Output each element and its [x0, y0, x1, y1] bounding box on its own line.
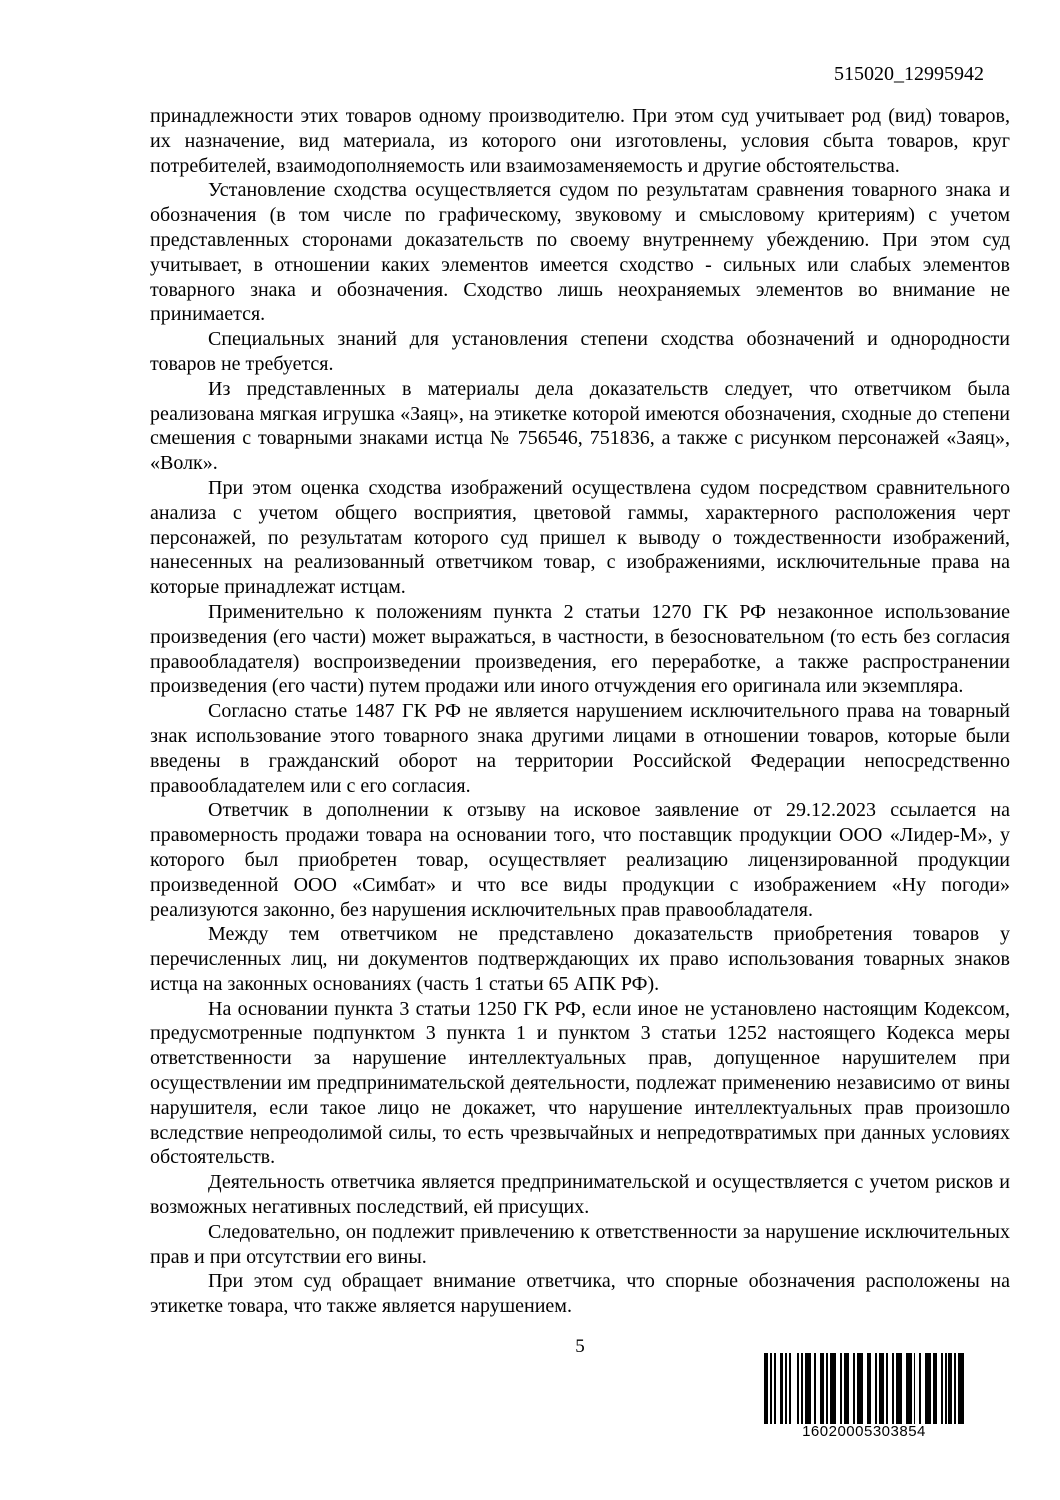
paragraph: принадлежности этих товаров одному производителю. При этом суд учитывает род (вид) товаров, их назначение, вид материала, из которого они изготовлены, условия сбыта товаров, круг потребителей, взаимодополняемость или взаимозаменяемость и другие обстоятельства. — [150, 105, 1010, 177]
paragraph: Установление сходства осуществляется судом по результатам сравнения товарного знака и обозначения (в том числе по графическому, звуковому и смысловому критериям) с учетом представленных сторонами доказательств по своему внутреннему убеждению. При этом суд учитывает, в отношении каких элементов имеется сходство - сильных или слабых элементов товарного знака и обозначения. Сходство лишь неохраняемых элементов во внимание не принимается. — [150, 179, 1010, 326]
document-body — [150, 104, 1010, 1319]
paragraph: Применительно к положениям пункта 2 статьи 1270 ГК РФ незаконное использование произведения (его части) может выражаться, в частности, в безосновательном (то есть без согласия правообладателя) воспроизведении произведения, его переработке, а также распространении произведения (его части) путем продажи или иного отчуждения его оригинала или экземпляра. — [150, 600, 1010, 698]
paragraph: При этом оценка сходства изображений осуществлена судом посредством сравнительного анализа с учетом общего восприятия, цветовой гаммы, характерного расположения черт персонажей, по результатам которого суд пришел к выводу о тождественности изображений, нанесенных на реализованный ответчиком товар, с изображениями, исключительные права на которые принадлежат истцам. — [150, 476, 1010, 599]
paragraph: При этом суд обращает внимание ответчика, что спорные обозначения расположены на этикетке товара, что также является нарушением. — [150, 1270, 1010, 1318]
paragraph: Следовательно, он подлежит привлечению к ответственности за нарушение исключительных прав и при отсутствии его вины. — [150, 1220, 1010, 1268]
paragraph: Деятельность ответчика является предпринимательской и осуществляется с учетом рисков и возможных негативных последствий, ей присущих. — [150, 1171, 1010, 1219]
barcode-bars-icon — [764, 1353, 964, 1424]
paragraph: На основании пункта 3 статьи 1250 ГК РФ, если иное не установлено настоящим Кодексом, предусмотренные подпунктом 3 пункта 1 и пунктом 3 статьи 1252 настоящего Кодекса меры ответственности за нарушение интеллектуальных прав, допущенное нарушителем при осуществлении им предпринимательской деятельности, подлежат применению независимо от вины нарушителя, если такое лицо не докажет, что нарушение интеллектуальных прав произошло вследствие непреодолимой силы, то есть чрезвычайных и непредотвратимых при данных условиях обстоятельств. — [150, 997, 1010, 1169]
barcode-number: 16020005303854 — [802, 1423, 926, 1440]
paragraph: Специальных знаний для установления степени сходства обозначений и однородности товаров не требуется. — [150, 328, 1010, 375]
paragraph: Согласно статье 1487 ГК РФ не является нарушением исключительного права на товарный знак использование этого товарного знака другими лицами в отношении товаров, которые были введены в гражданский оборот на территории Российской Федерации непосредственно правообладателем или с его согласия. — [150, 700, 1010, 797]
paragraph: Из представленных в материалы дела доказательств следует, что ответчиком была реализована мягкая игрушка «Заяц», на этикетке которой имеются обозначения, сходные до степени смешения с товарными знаками истца № 756546, 751836, а также с рисунком персонажей «Заяц», «Волк». — [150, 377, 1010, 475]
paragraph: Между тем ответчиком не представлено доказательств приобретения товаров у перечисленных лиц, ни документов подтверждающих их право использования товарных знаков истца на законных основаниях (часть 1 статьи 65 АПК РФ). — [150, 923, 1010, 995]
document-id: 515020_12995942 — [834, 63, 984, 85]
paragraph: Ответчик в дополнении к отзыву на исковое заявление от 29.12.2023 ссылается на правомерность продажи товара на основании того, что поставщик продукции ООО «Лидер-М», у которого был приобретен товар, осуществляет реализацию лицензированной продукции произведенной ООО «Симбат» и что все виды продукции с изображением «Ну погоди» реализуются законно, без нарушения исключительных прав правообладателя. — [150, 799, 1010, 921]
page-number: 5 — [575, 1336, 585, 1357]
barcode — [764, 1353, 964, 1440]
